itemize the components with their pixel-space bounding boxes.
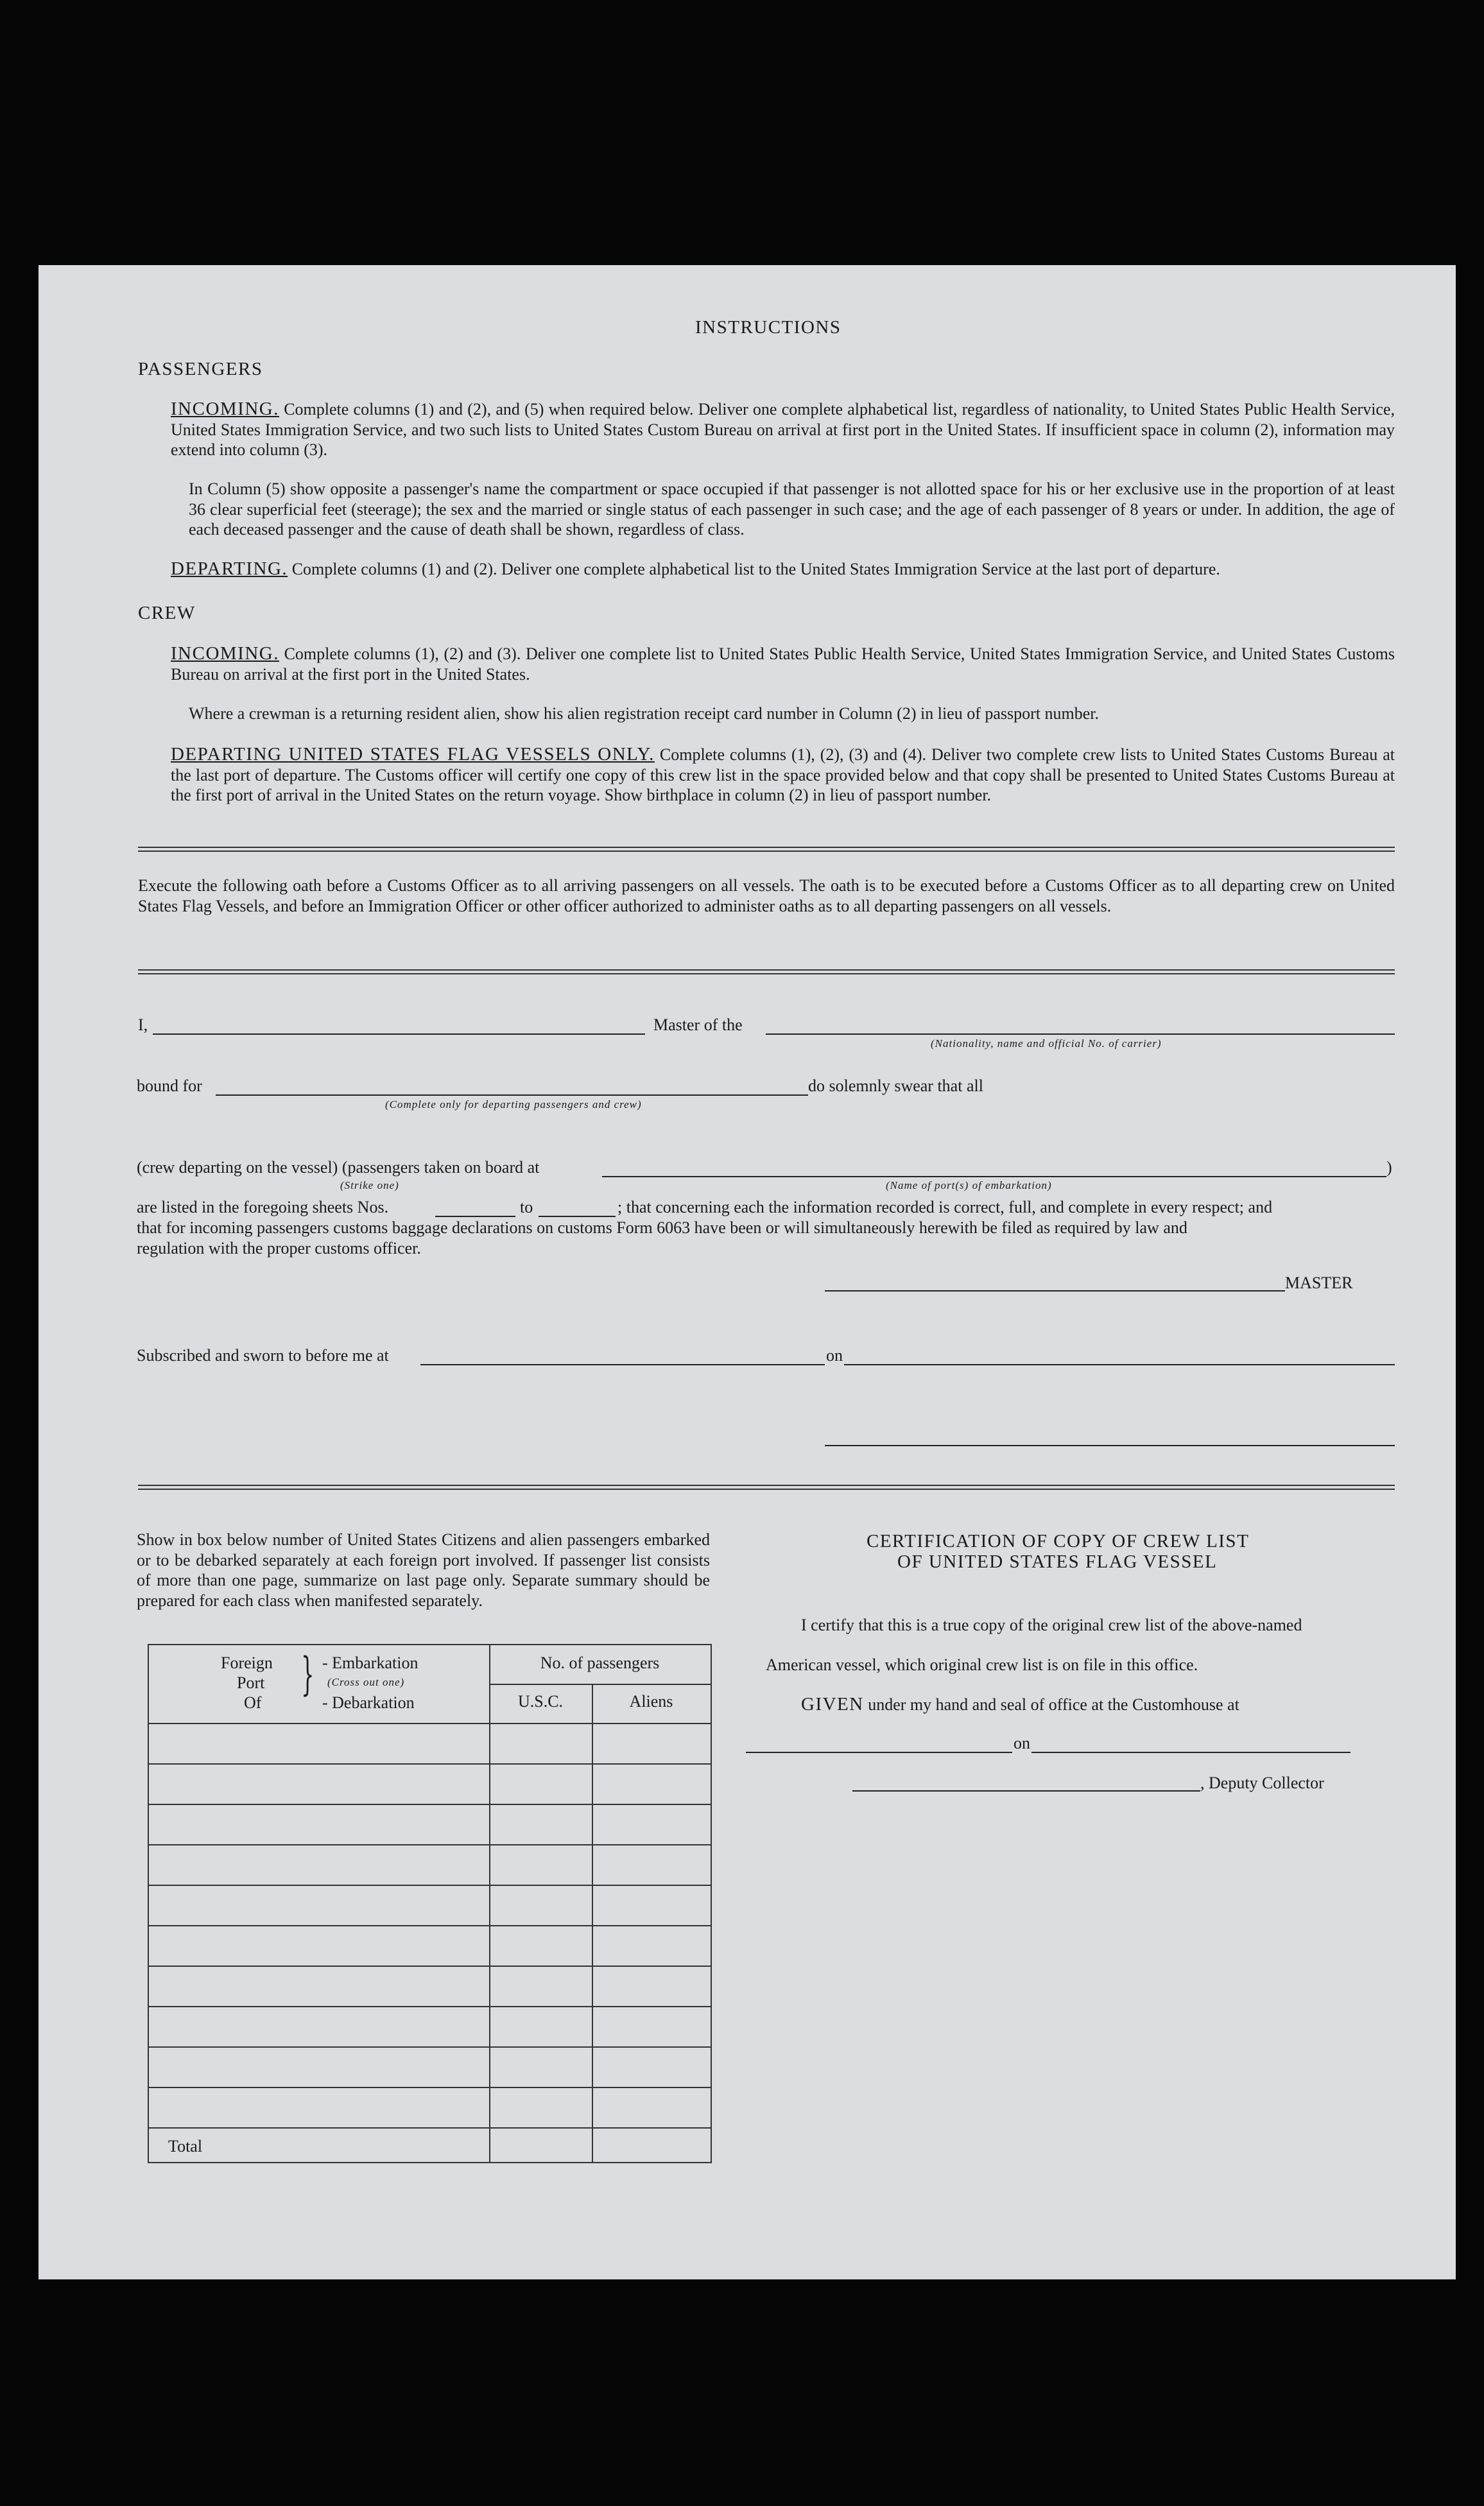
swear-text: do solemnly swear that all [808, 1076, 983, 1095]
passengers-departing-text: Complete columns (1) and (2). Deliver one complete alphabetical list to the United States Immigration Service at the last port of departure. [291, 560, 1220, 578]
no-of-passengers-label: No. of passengers [540, 1654, 660, 1672]
listed-line2: that for incoming passengers customs baggage declarations on customs Form 6063 have been or will simultaneously herewith be filed as required by law and [137, 1218, 1187, 1237]
table-row-divider [149, 1925, 711, 1926]
bound-for-label: bound for [137, 1076, 202, 1095]
carrier-field[interactable] [766, 1033, 1395, 1035]
port-label: Port [237, 1673, 265, 1692]
subscribed-label: Subscribed and sworn to before me at [137, 1346, 389, 1365]
oath-instruction: Execute the following oath before a Customs Officer as to all arriving passengers on all vessels. The oath is to be executed before a Customs Officer as to all departing crew on United States Flag Vessels, and before an Immigration Officer or other officer authorized to administer oaths as to all departing passengers on all vessels. [138, 876, 1395, 915]
section-divider [138, 969, 1395, 974]
passengers-incoming-label: INCOMING. [171, 399, 279, 419]
passengers-departing-label: DEPARTING. [171, 558, 288, 579]
table-row-divider [149, 1844, 711, 1845]
table-row-divider [149, 1763, 711, 1765]
crew-passengers-label: (crew departing on the vessel) (passengers taken on board at [137, 1158, 540, 1177]
passengers-incoming-paragraph [171, 399, 1395, 460]
strike-one-caption: (Strike one) [340, 1179, 399, 1191]
table-row-divider [149, 2006, 711, 2007]
usc-label: U.S.C. [517, 1692, 564, 1711]
master-of-the-label: Master of the [653, 1015, 743, 1034]
passengers-column5-paragraph: In Column (5) show opposite a passenger's name the compartment or space occupied if that passenger is not allotted space for his or her exclusive use in the proportion of at least 36 clear superficial feet (steerage); the sex and the married or single status of each passenger in such case; and the age of each passenger of 8 years or under. In addition, the age of each deceased passenger and the cause of death shall be shown, regardless of class. [189, 480, 1395, 539]
master-name-field[interactable] [153, 1033, 645, 1035]
subscribed-place-field[interactable] [420, 1364, 825, 1365]
table-header-divider [489, 1684, 711, 1685]
debarkation-label: - Debarkation [322, 1693, 415, 1712]
table-row-divider [149, 2046, 711, 2048]
certification-date-field[interactable] [1031, 1752, 1350, 1753]
section-divider [138, 1485, 1395, 1490]
aliens-label: Aliens [629, 1692, 673, 1711]
certify-line2: American vessel, which original crew list is on file in this office. [766, 1655, 1198, 1674]
crew-resident-alien-paragraph: Where a crewman is a returning resident alien, show his alien registration receipt card number in Column (2) in lieu of passport number. [189, 704, 1100, 723]
table-row-divider [149, 1804, 711, 1805]
officer-signature-field[interactable] [825, 1445, 1395, 1446]
passengers-departing-paragraph [171, 559, 1395, 580]
bound-caption: (Complete only for departing passengers and crew) [385, 1098, 642, 1110]
customhouse-field[interactable] [746, 1752, 1012, 1753]
crew-heading: CREW [138, 603, 196, 623]
table-row-divider [149, 2127, 711, 2129]
crew-departing-text: Complete columns (1), (2), (3) and (4). Deliver two complete crew lists to United States Customs Bureau at the last port of departure. The Customs officer will certify one copy of this crew list in the space provided below and that copy shall be presented to United States Customs Bureau at the first port of arrival in the United States on the return voyage. Show birthplace in column (2) in lieu of passport number. [171, 745, 1395, 804]
subscribed-date-field[interactable] [844, 1364, 1395, 1365]
section-divider [138, 847, 1395, 852]
of-label: Of [244, 1693, 262, 1712]
brace-icon: } [301, 1648, 315, 1700]
total-label: Total [168, 2137, 203, 2156]
given-label: GIVEN [801, 1694, 864, 1715]
passengers-incoming-text: Complete columns (1) and (2), and (5) when required below. Deliver one complete alphabetical list, regardless of nationality, to United States Public Health Service, United States Immigration Service, and two such lists to United States Custom Bureau on arrival at first port in the United States. If insufficient space in column (2), information may extend into column (3). [171, 400, 1395, 459]
given-rest: under my hand and seal of office at the Customhouse at [868, 1695, 1239, 1714]
subscribed-on-label: on [826, 1346, 843, 1365]
listed-line3: regulation with the proper customs officer. [137, 1239, 421, 1257]
crew-departing-paragraph [171, 745, 1395, 806]
cross-out-caption: (Cross out one) [327, 1676, 405, 1688]
summary-instruction: Show in box below number of United States Citizens and alien passengers embarked or to be debarked separately at each foreign port involved. If passenger list consists of more than one page, summarize on last page only. Separate summary should be prepared for each class when manifested separately. [137, 1530, 710, 1610]
table-column-divider [592, 1684, 593, 2162]
deputy-collector-label: , Deputy Collector [1200, 1774, 1324, 1792]
sheet-to-field[interactable] [539, 1216, 616, 1217]
crew-departing-label: DEPARTING UNITED STATES FLAG VESSELS ONLY. [171, 744, 655, 765]
crew-incoming-paragraph [171, 644, 1395, 684]
embarkation-label: - Embarkation [322, 1654, 418, 1672]
given-line [801, 1695, 1239, 1715]
to-label: to [520, 1198, 533, 1216]
form-sheet [39, 265, 1456, 2279]
carrier-caption: (Nationality, name and official No. of carrier) [931, 1037, 1162, 1050]
passenger-summary-table [148, 1644, 712, 2163]
listed-in-label: are listed in the foregoing sheets Nos. [137, 1198, 389, 1216]
certification-title-line2: OF UNITED STATES FLAG VESSEL [897, 1551, 1218, 1572]
bound-for-field[interactable] [216, 1094, 808, 1096]
table-row-divider [149, 1966, 711, 1967]
instructions-title: INSTRUCTIONS [695, 317, 841, 338]
master-signature-field[interactable] [825, 1290, 1285, 1292]
port-caption: (Name of port(s) of embarkation) [886, 1179, 1052, 1191]
foreign-label: Foreign [221, 1654, 273, 1672]
close-paren: ) [1386, 1158, 1392, 1177]
certification-on-label: on [1014, 1734, 1030, 1752]
crew-incoming-text: Complete columns (1), (2) and (3). Deliver one complete list to United States Public Health Service, United States Immigration Service, and United States Customs Bureau on arrival at the first port in the United States. [171, 644, 1395, 684]
certification-title-line1: CERTIFICATION OF COPY OF CREW LIST [867, 1531, 1250, 1551]
crew-incoming-label: INCOMING. [171, 643, 279, 664]
passengers-heading: PASSENGERS [138, 359, 263, 379]
master-label: MASTER [1285, 1274, 1353, 1292]
table-row-divider [149, 2087, 711, 2088]
certify-line1: I certify that this is a true copy of the original crew list of the above-named [801, 1616, 1302, 1634]
sheet-from-field[interactable] [435, 1216, 515, 1217]
table-row-divider [149, 1723, 711, 1724]
deputy-collector-signature-field[interactable] [852, 1790, 1200, 1792]
embarkation-port-field[interactable] [602, 1176, 1386, 1177]
listed-rest: ; that concerning each the information recorded is correct, full, and complete in every respect; and [617, 1198, 1273, 1216]
oath-i-label: I, [138, 1015, 148, 1034]
table-row-divider [149, 1885, 711, 1886]
